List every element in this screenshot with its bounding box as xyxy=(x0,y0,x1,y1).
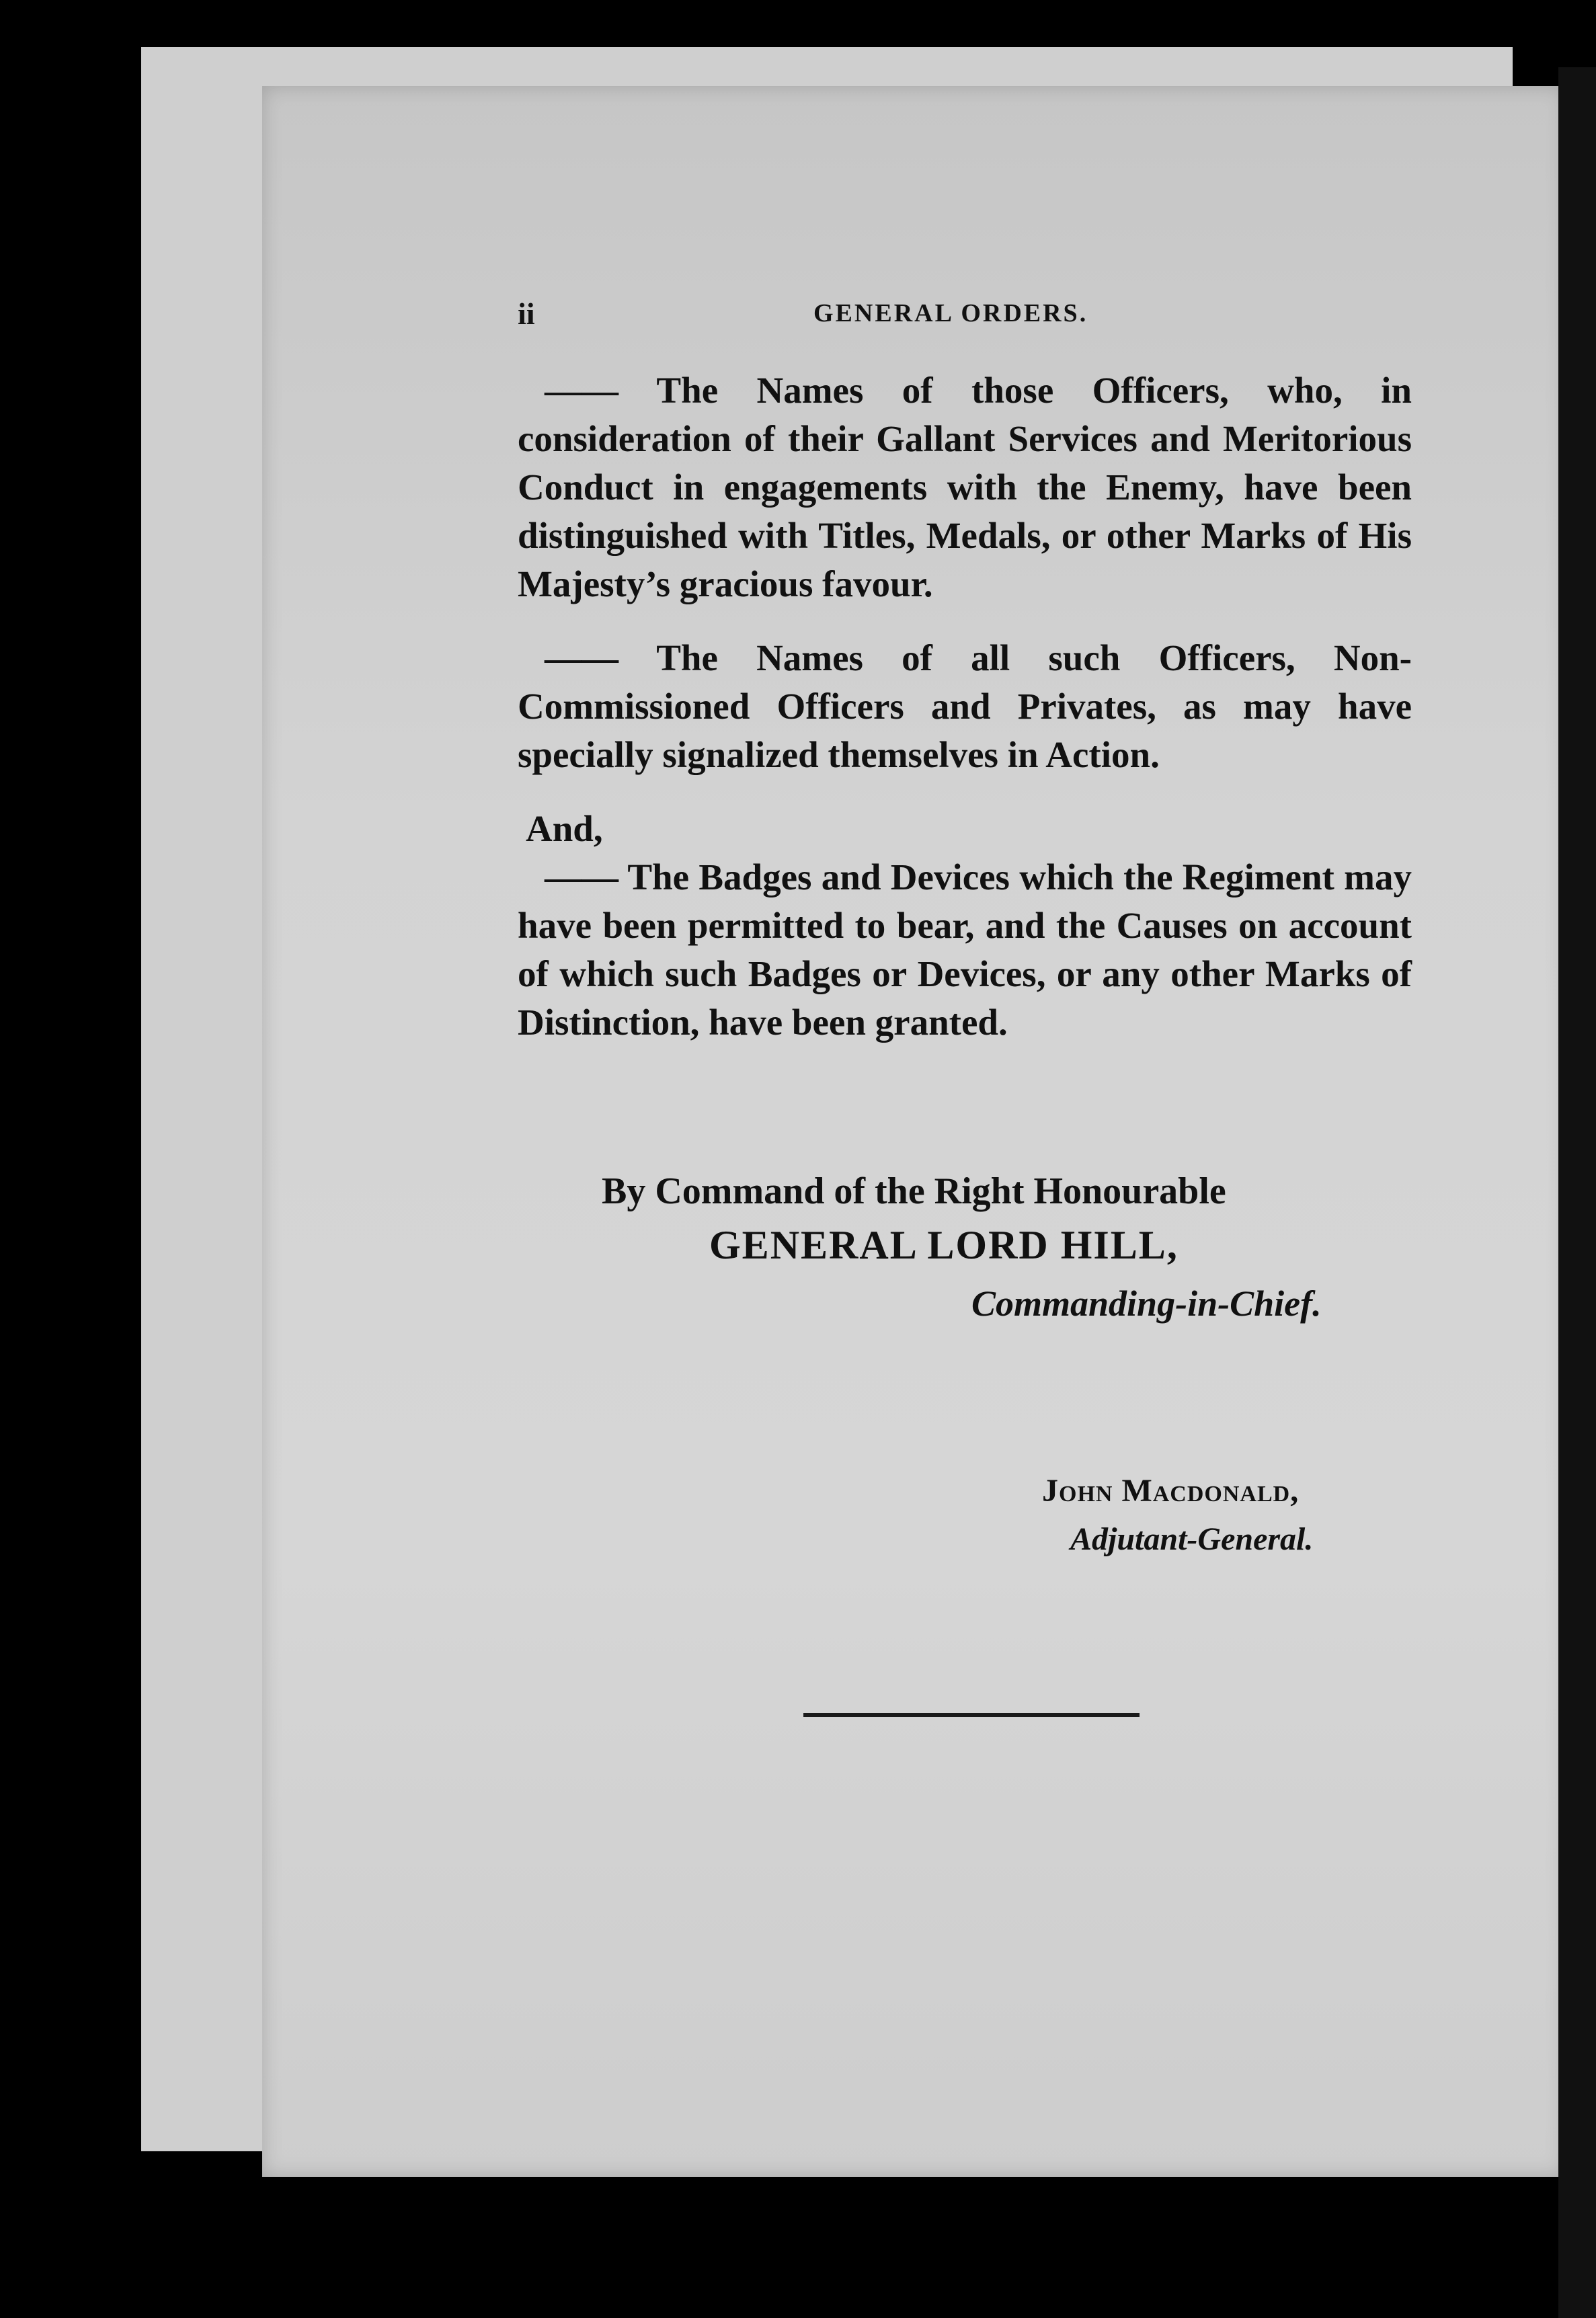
horizontal-rule xyxy=(803,1713,1140,1717)
commander-name: GENERAL LORD HILL, xyxy=(709,1223,1179,1267)
signatory-name: John Macdonald, xyxy=(1042,1473,1300,1509)
running-head: GENERAL ORDERS. xyxy=(813,299,1088,327)
page-number: ii xyxy=(518,296,535,331)
paragraph-officers-honours: —— The Names of those Officers, who, in consideration of their Gallant Services and Meritorious Conduct in engagements with the Enemy, have been distinguished with Titles, Medals, or other Marks of His Majesty’s gracious favour. xyxy=(518,370,1412,604)
and-connector: And, xyxy=(526,808,603,849)
commander-title: Commanding-in-Chief. xyxy=(971,1283,1322,1324)
paragraph-signalized-soldiers: —— The Names of all such Officers, Non-Commissioned Officers and Privates, as may have specially signalized themselves in Action. xyxy=(518,637,1412,775)
page-edge-shadow xyxy=(1558,67,1596,2318)
body-text xyxy=(518,366,1412,1072)
paragraph-badges-devices: —— The Badges and Devices which the Regiment may have been permitted to bear, and the Causes on account of which such Badges or Devices, or any other Marks of Distinction, have been granted. xyxy=(518,856,1412,1043)
page-header xyxy=(518,296,1412,336)
command-line: By Command of the Right Honourable xyxy=(602,1170,1226,1212)
signatory-title: Adjutant-General. xyxy=(1070,1521,1314,1557)
